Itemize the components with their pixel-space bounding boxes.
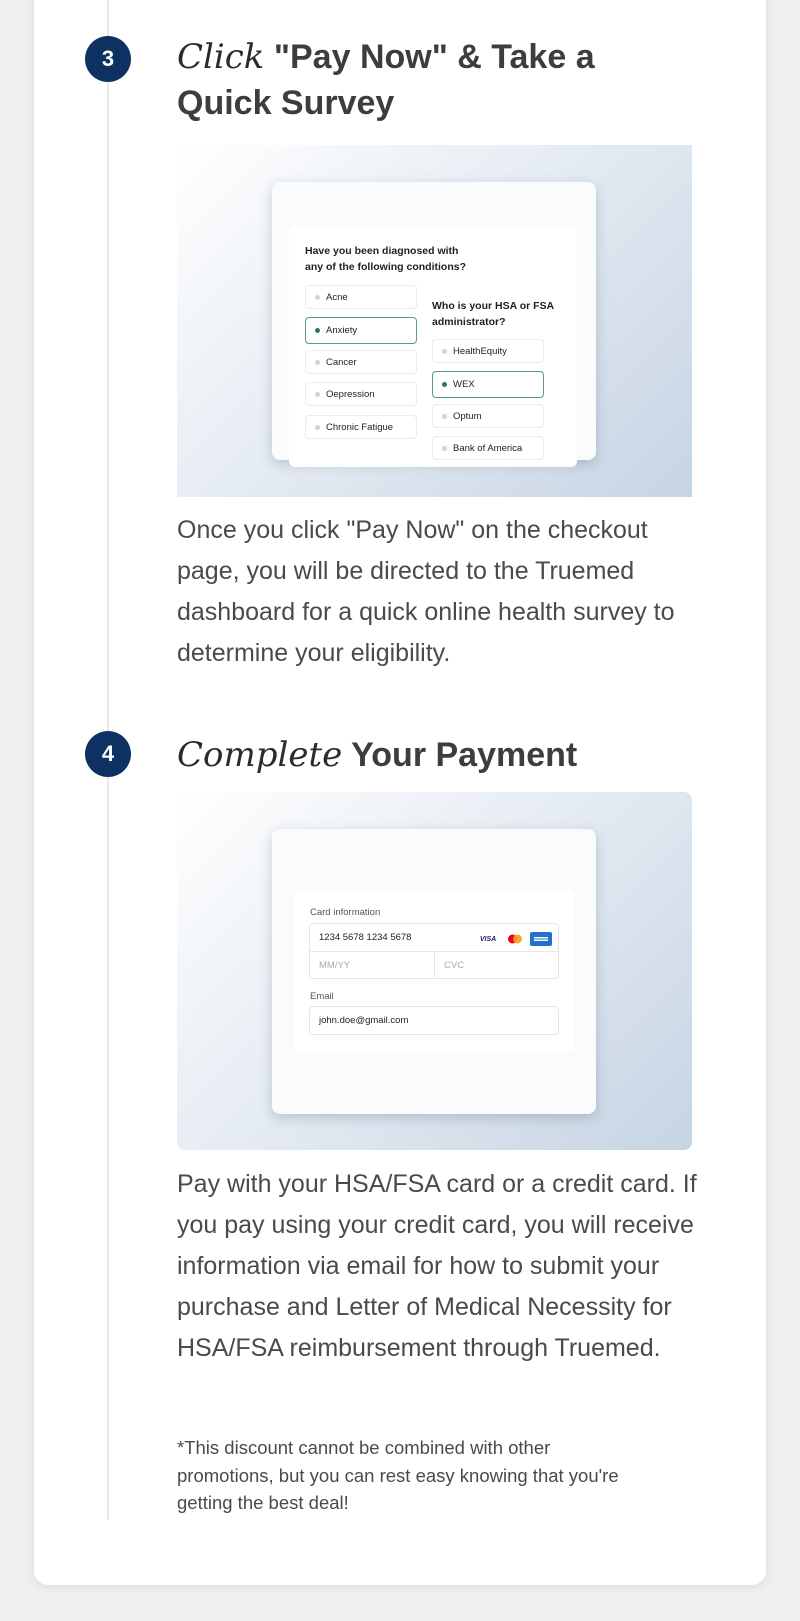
mastercard-icon [506,932,524,946]
radio-dot-icon [442,446,447,451]
radio-dot-icon [315,360,320,365]
step-3-title-italic: Click [177,37,265,77]
step-4-title [177,732,577,778]
survey-mockup [177,145,692,497]
radio-dot-icon [442,414,447,419]
conditions-question: Have you been diagnosed with any of the following conditions? [305,245,466,273]
step-4-description: Pay with your HSA/FSA card or a credit card. If you pay using your credit card, you will receive information via email for how to submit your purchase and Letter of Medical Necessity for HSA/FSA reimbursement through Truemed. [177,1170,697,1362]
step-4-badge: 4 [85,731,131,777]
step-3-description: Once you click "Pay Now" on the checkout page, you will be directed to the Truemed dashboard for a quick online health survey to determine your eligibility. [177,516,675,667]
condition-option[interactable]: Oepression [305,382,417,406]
administrator-option[interactable]: Optum [432,404,544,428]
payment-mockup [177,792,692,1150]
expiry-input[interactable]: MM/YY [309,951,435,979]
email-input[interactable]: john.doe@gmail.com [309,1006,559,1035]
email-label: Email [310,991,334,1002]
administrator-question: Who is your HSA or FSA administrator? [432,300,555,328]
step-4-title-rest: Your Payment [351,736,578,774]
radio-dot-icon [315,328,320,333]
administrator-option[interactable]: Bank of America [432,436,544,460]
amex-icon [530,932,552,946]
administrator-option[interactable]: HealthEquity [432,339,544,363]
condition-option[interactable]: Cancer [305,350,417,374]
radio-dot-icon [442,382,447,387]
step-3-title-line1: "Pay Now" & Take a [273,38,595,76]
step-3-badge: 3 [85,36,131,82]
condition-option[interactable]: Chronic Fatigue [305,415,417,439]
visa-icon: VISA [479,935,497,943]
step-4-title-italic: Complete [177,735,343,775]
radio-dot-icon [315,295,320,300]
survey-window [272,182,596,460]
payment-panel [294,890,574,1052]
radio-dot-icon [315,392,320,397]
condition-option-selected[interactable]: Anxiety [305,317,417,344]
condition-option[interactable]: Acne [305,285,417,309]
discount-footnote: *This discount cannot be combined with other promotions, but you can rest easy knowing that you're getting the best deal! [177,1437,619,1513]
card-number-input[interactable]: 1234 5678 1234 5678 VISA [309,923,559,952]
cvc-input[interactable]: CVC [434,951,559,979]
administrator-option-selected[interactable]: WEX [432,371,544,398]
radio-dot-icon [442,349,447,354]
step-3-title [177,34,595,126]
payment-window [272,829,596,1114]
step-3-title-line2: Quick Survey [177,84,395,122]
radio-dot-icon [315,425,320,430]
card-info-label: Card information [310,907,381,918]
survey-panel [289,227,577,467]
